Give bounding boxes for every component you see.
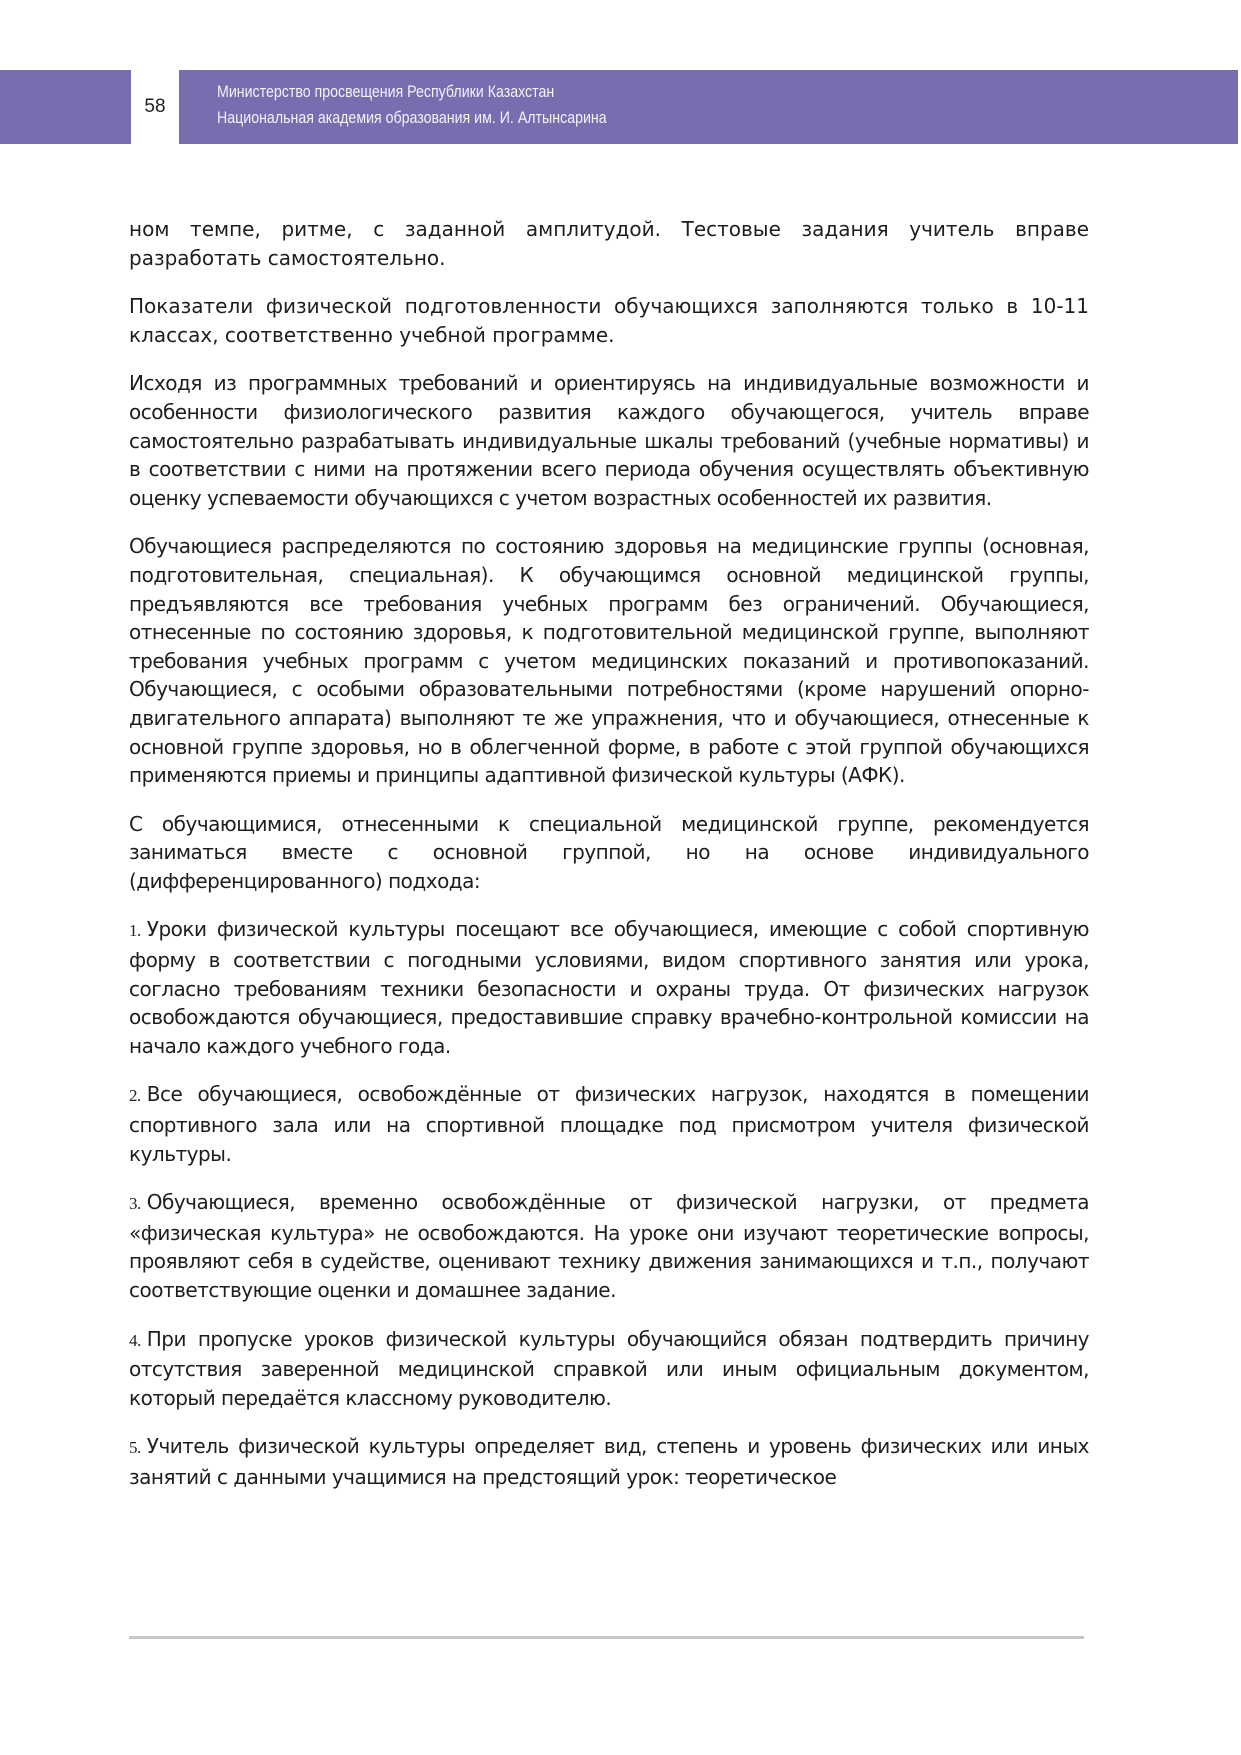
page-number: 58 (144, 96, 166, 117)
footer-divider (129, 1636, 1084, 1639)
list-number: 5. (129, 1438, 141, 1458)
running-header (217, 79, 607, 131)
paragraph: ном темпе, ритме, с заданной амплитудой. Тестовые задания учитель вправе разработать самостоятельно. (129, 217, 1089, 270)
list-item (129, 1432, 1089, 1491)
header-academy: Национальная академия образования им. И. Алтынсарина (217, 109, 607, 127)
paragraph: Показатели физической подготовленности обучающихся заполняются только в 10-11 классах, соответственно учебной программе. (129, 294, 1089, 347)
list-item (129, 1080, 1089, 1168)
header-band-left (0, 70, 131, 144)
paragraph: С обучающимися, отнесенными к специальной медицинской группе, рекомендуется заниматься вместе с основной группой, но на основе индивидуального (дифференцированного) подхода: (129, 811, 1089, 893)
list-item (129, 1188, 1089, 1304)
list-text: Учитель физической культуры определяет вид, степень и уровень физических или иных занятий с данными учащимися на предстоящий урок: теоретическое (129, 1434, 1089, 1489)
list-number: 1. (129, 921, 141, 941)
page-body (129, 215, 1089, 1512)
list-text: Все обучающиеся, освобождённые от физических нагрузок, находятся в помещении спортивного зала или на спортивной площадке под присмотром учителя физической культуры. (129, 1082, 1089, 1166)
list-text: При пропуске уроков физической культуры обучающийся обязан подтвердить причину отсутствия заверенной медицинской справкой или иным официальным документом, который передаётся классному руководителю. (129, 1326, 1089, 1410)
list-item (129, 915, 1089, 1060)
list-number: 2. (129, 1086, 141, 1106)
paragraph: Исходя из программных требований и ориентируясь на индивидуальные возможности и особенности физиологического развития каждого обучающегося, учитель вправе самостоятельно разрабатывать индивидуальные шкалы требований (учебные нормативы) и в соответствии с ними на протяжении всего периода обучения осуществлять объективную оценку успеваемости обучающихся с учетом возрастных особенностей их развития. (129, 371, 1089, 510)
list-item (129, 1325, 1089, 1413)
list-text: Уроки физической культуры посещают все обучающиеся, имеющие с собой спортивную форму в соответствии с погодными условиями, видом спортивного занятия или урока, согласно требованиям техники безопасности и охраны труда. От физических нагрузок освобождаются обучающиеся, предоставившие справку врачебно-контрольной комиссии на начало каждого учебного года. (129, 917, 1089, 1058)
header-ministry: Министерство просвещения Республики Казахстан (217, 83, 555, 101)
list-text: Обучающиеся, временно освобождённые от физической нагрузки, от предмета «физическая культура» не освобождаются. На уроке они изучают теоретические вопросы, проявляют себя в судействе, оценивают технику движения занимающихся и т.п., получают соответствующие оценки и домашнее задание. (129, 1190, 1089, 1302)
list-number: 3. (129, 1194, 141, 1214)
paragraph: Обучающиеся распределяются по состоянию здоровья на медицинские группы (основная, подготовительная, специальная). К обучающимся основной медицинской группы, предъявляются все требования учебных программ без ограничений. Обучающиеся, отнесенные по состоянию здоровья, к подготовительной медицинской группе, выполняют требования учебных программ с учетом медицинских показаний и противопоказаний. Обучающиеся, с особыми образовательными потребностями (кроме нарушений опорно-двигательного аппарата) выполняют те же упражнения, что и обучающиеся, отнесенные к основной группе здоровья, но в облегченной форме, в работе с этой группой обучающихся применяются приемы и принципы адаптивной физической культуры (АФК). (129, 534, 1089, 788)
list-number: 4. (129, 1330, 141, 1350)
